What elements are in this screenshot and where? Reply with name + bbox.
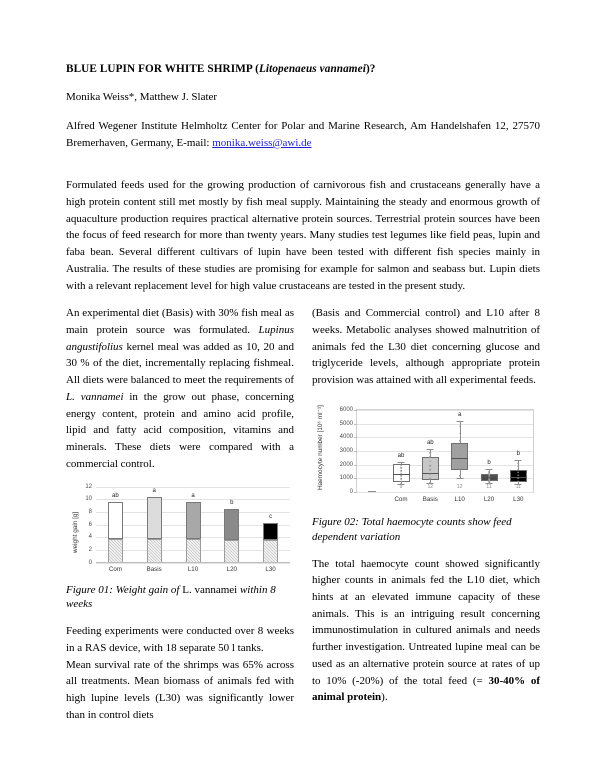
figure-02-y-tick: 4000 — [339, 434, 353, 441]
figure-01-bar-top-l20 — [224, 509, 239, 540]
species-name-vannamei: L. vannamei — [66, 390, 124, 403]
title-species: Litopenaeus vannamei — [258, 63, 366, 75]
discussion-highlight: 30-40% of animal protein — [312, 674, 540, 704]
figure-02-sig-letter-com: ab — [397, 453, 405, 460]
figure-01-x-tick-com: Com — [108, 565, 122, 573]
methods-text-b: kernel meal was added as 10, 20 and 30 % of the diet, incrementally replacing fishmeal. All diets were balanced to meet the requirements of — [66, 340, 294, 387]
figure-02-gridline — [357, 437, 533, 438]
figure-01-bar-top-basis — [147, 497, 162, 539]
figure-01-plot-area — [85, 483, 290, 573]
figure-02-datapoint — [518, 471, 520, 473]
figure-02-box-l10 — [451, 410, 468, 492]
figure-02-datapoint — [518, 462, 520, 464]
figure-01-bar-base-basis — [147, 539, 162, 562]
figure-02-sig-letter-basis: ab — [426, 439, 434, 446]
discussion-paragraph — [312, 556, 540, 706]
figure-01-bar-l30 — [263, 487, 278, 563]
figure-02-sig-letter-l10: a — [458, 412, 462, 419]
affiliation-line-2: 27570 Bremerhaven, Germany, E-mail: — [66, 120, 541, 149]
figure-02-datapoint — [430, 461, 432, 463]
figure-02-datapoint — [518, 468, 520, 470]
figure-01-y-tick: 8 — [88, 508, 92, 515]
figure-02-y-tick-mark — [354, 465, 357, 466]
figure-02-datapoint — [400, 472, 402, 474]
figure-01-y-tick: 2 — [88, 546, 92, 553]
figure-02-x-tick-com: Com — [394, 495, 408, 503]
figure-02-x-tick-basis: Basis — [422, 495, 438, 503]
figure-01-x-tick-l20: L20 — [226, 565, 237, 573]
figure-02-sig-letter-l20: b — [487, 459, 491, 466]
figure-02-y-tick-mark — [354, 410, 357, 411]
figure-01-bar-basis — [147, 487, 162, 563]
title-tail: )? — [365, 63, 376, 75]
figure-02-datapoint — [488, 474, 490, 476]
figure-02-y-tick: 2000 — [339, 461, 353, 468]
figure-02-x-tick-l20: L20 — [483, 495, 495, 503]
figure-01-axis-baseline — [96, 562, 290, 563]
affiliation-line-1: Alfred Wegener Institute Helmholtz Center for Polar and Marine Research, Am Handelshafen 12, — [66, 120, 509, 133]
figure-02-gridline — [357, 492, 533, 493]
title-main: BLUE LUPIN FOR WHITE SHRIMP ( — [66, 63, 259, 75]
figure-01-bar-l20 — [224, 487, 239, 563]
figure-02-x-tick-l30: L30 — [513, 495, 524, 503]
left-column — [66, 305, 294, 723]
figure-02-plot-area — [339, 406, 534, 503]
figure-02-datapoint — [459, 433, 461, 435]
figure-01-bar-base-l30 — [263, 540, 278, 563]
figure-01-bar-top-l10 — [186, 502, 201, 539]
figure-02-canvas — [312, 405, 540, 511]
figure-02-whisker-cap-upper-l10 — [456, 421, 463, 422]
figure-02-datapoint — [430, 452, 432, 454]
figure-01-y-tick: 12 — [85, 483, 92, 490]
figure-01-y-tick: 10 — [85, 496, 92, 503]
results-paragraph: (Basis and Commercial control) and L10 after 8 weeks. Metabolic analyses showed malnutrition of animals fed the L30 diet concerning glucose and triglyceride levels, although appropriate protein provision was attained with all experimental feeds. — [312, 307, 540, 387]
figure-02-n-label-l10: 12 — [456, 483, 463, 490]
figure-02-y-tick-mark — [354, 478, 357, 479]
figure-01-bar-base-l20 — [224, 540, 239, 563]
figure-02-datapoint — [400, 467, 402, 469]
feeding-paragraph: Feeding experiments were conducted over 8 weeks in a RAS device, with 18 separate 50 l tanks. — [66, 625, 294, 654]
affiliation-block — [66, 118, 540, 151]
figure-01-caption-pre: Figure 01: Weight gain of — [66, 583, 183, 596]
discussion-text-b: ). — [381, 691, 388, 704]
two-column-body — [66, 305, 540, 723]
figure-01-y-tick: 4 — [88, 534, 92, 541]
figure-02-datapoint — [488, 470, 490, 472]
figure-02-datapoint — [430, 465, 432, 467]
figure-01-x-tick-l30: L30 — [265, 565, 276, 573]
figure-01-y-axis-label: weight gain [g] — [72, 511, 79, 553]
figure-02-y-tick: 1000 — [339, 475, 353, 482]
figure-02-datapoint — [400, 481, 402, 483]
figure-02-y-tick-mark — [354, 437, 357, 438]
figure-02-datapoint — [430, 473, 432, 475]
figure-02-y-tick-mark — [354, 451, 357, 452]
figure-01-bar-base-l10 — [186, 539, 201, 562]
figure-02-whisker-cap-lower-l10 — [456, 478, 463, 479]
page-title — [66, 62, 540, 76]
figure-02-caption: Figure 02: Total haemocyte counts show feed dependent variation — [312, 515, 512, 543]
figure-02-datapoint — [488, 477, 490, 479]
figure-01-sig-letter-basis: a — [152, 487, 156, 494]
figure-02-datapoint — [488, 479, 490, 481]
figure-02-n-label-l30: 11 — [515, 483, 521, 490]
figure-02-datapoint — [459, 447, 461, 449]
methods-text-c: in the grow out phase, concerning energy content, protein and amino acid profile, lipid and fatty acid composition, vitamins and minerals. These diets were compared with a commercial control. — [66, 390, 294, 470]
figure-01 — [66, 481, 294, 579]
figure-01-bar-base-com — [108, 539, 123, 562]
figure-02-gridline — [357, 451, 533, 452]
figure-02-datapoint — [518, 481, 520, 483]
figure-02-y-tick: 6000 — [339, 406, 353, 413]
methods-text-a: An experimental diet (Basis) with 30% fish meal as main protein source was formulated. — [66, 307, 294, 337]
figure-02-gridline — [357, 424, 533, 425]
figure-01-sig-letter-l20: b — [230, 499, 234, 506]
figure-02-box-com — [393, 410, 410, 492]
figure-02-datapoint — [459, 426, 461, 428]
figure-02-datapoint — [459, 454, 461, 456]
figure-02-datapoint — [430, 469, 432, 471]
figure-02-whisker-cap-upper-basis — [427, 449, 434, 450]
figure-01-bar-top-l30 — [263, 523, 278, 540]
right-column — [312, 305, 540, 706]
figure-01-sig-letter-l10: a — [191, 492, 195, 499]
figure-02-y-tick: 5000 — [339, 420, 353, 427]
figure-01-sig-letter-l30: c — [269, 513, 273, 520]
figure-02-y-tick: 3000 — [339, 447, 353, 454]
author-list: Monika Weiss*, Matthew J. Slater — [66, 91, 218, 103]
figure-02-box-basis — [422, 410, 439, 492]
figure-02-datapoint — [430, 478, 432, 480]
figure-02-whisker-cap-upper-l30 — [515, 460, 522, 461]
figure-02-datapoint — [518, 465, 520, 467]
figure-02-x-tick-l10: L10 — [454, 495, 465, 503]
figure-02-zero-stub — [368, 491, 376, 492]
figure-02-n-label-com: 9 — [399, 483, 403, 490]
figure-01-canvas — [66, 481, 294, 579]
figure-02-datapoint — [430, 456, 432, 458]
figure-01-bar-top-com — [108, 502, 123, 539]
figure-02-sig-letter-l30: b — [516, 451, 520, 458]
discussion-text-a: The total haemocyte count showed significantly higher counts in animals fed the L10 diet, which hints at an elevated immune capacity of these animals. This is an intriguing result concerning immunostimulation in cultured animals and needs further investigation. Untreated lupine meal can be used as an alternative protein source at rates of up to 10% (-20%) of the total feed (= — [312, 557, 540, 687]
figure-01-y-tick: 6 — [88, 521, 92, 528]
figure-02-y-axis-label: Haemocyte number [10⁶ ml⁻¹] — [317, 405, 324, 490]
figure-01-y-tick: 0 — [88, 559, 92, 566]
species-name-lupinus: Lupinus angustifolius — [66, 324, 294, 353]
figure-02-n-label-basis: 12 — [427, 483, 434, 490]
figure-02-datapoint — [459, 468, 461, 470]
figure-01-caption — [66, 583, 294, 613]
figure-02-gridline — [357, 410, 533, 411]
figure-02-datapoint — [400, 475, 402, 477]
figure-01-x-tick-l10: L10 — [187, 565, 199, 573]
figure-02-n-label-l20: 11 — [486, 483, 492, 490]
figure-02-y-tick-mark — [354, 492, 357, 493]
intro-paragraph: Formulated feeds used for the growing production of carnivorous fish and crustaceans generally have a high protein content still met mostly by fish meal supply. Maintaining the steady and enormous growth of aquaculture production requires practical alternative protein sources. Terrestrial protein sources have been the focus of feed research for more than twenty years. Many studies test legumes like field peas, lupin and faba bean. Several different cultivars of lupin have been tested with different fish species mainly in Australia. The results of these studies are promising for example for salmon and seabass but. Lupin diets with a relevant replacement level for high value crustaceans are tested in the present study. — [66, 179, 540, 292]
figure-01-caption-post: within 8 weeks — [66, 583, 276, 611]
methods-paragraph — [66, 305, 294, 472]
figure-02-gridline — [357, 478, 533, 479]
figure-02-median-l10 — [451, 458, 468, 459]
figure-02-datapoint — [400, 478, 402, 480]
email-link[interactable]: monika.weiss@awi.de — [212, 136, 312, 149]
figure-02-datapoint — [518, 478, 520, 480]
figure-02-datapoint — [488, 481, 490, 483]
figure-02-box-l20 — [481, 410, 498, 492]
figure-01-sig-letter-com: ab — [112, 493, 119, 500]
figure-01-x-tick-basis: Basis — [146, 565, 162, 573]
figure-01-caption-species: L. vannamei — [182, 583, 238, 596]
figure-02-datapoint — [518, 475, 520, 477]
figure-02-datapoint — [459, 461, 461, 463]
figure-02-y-tick-mark — [354, 424, 357, 425]
figure-02-datapoint — [400, 470, 402, 472]
figure-02-datapoint — [459, 475, 461, 477]
figure-02-datapoint — [488, 472, 490, 474]
survival-paragraph: Mean survival rate of the shrimps was 65% across all treatments. Mean biomass of animals fed with high lupine levels (L30) was significantly lower than in control diets — [66, 658, 294, 721]
figure-02-datapoint — [400, 464, 402, 466]
figure-02-datapoint — [459, 440, 461, 442]
figure-02-y-tick: 0 — [349, 488, 353, 495]
figure-02 — [312, 405, 540, 511]
figure-02-datapoint — [488, 476, 490, 478]
figure-02-gridline — [357, 465, 533, 466]
